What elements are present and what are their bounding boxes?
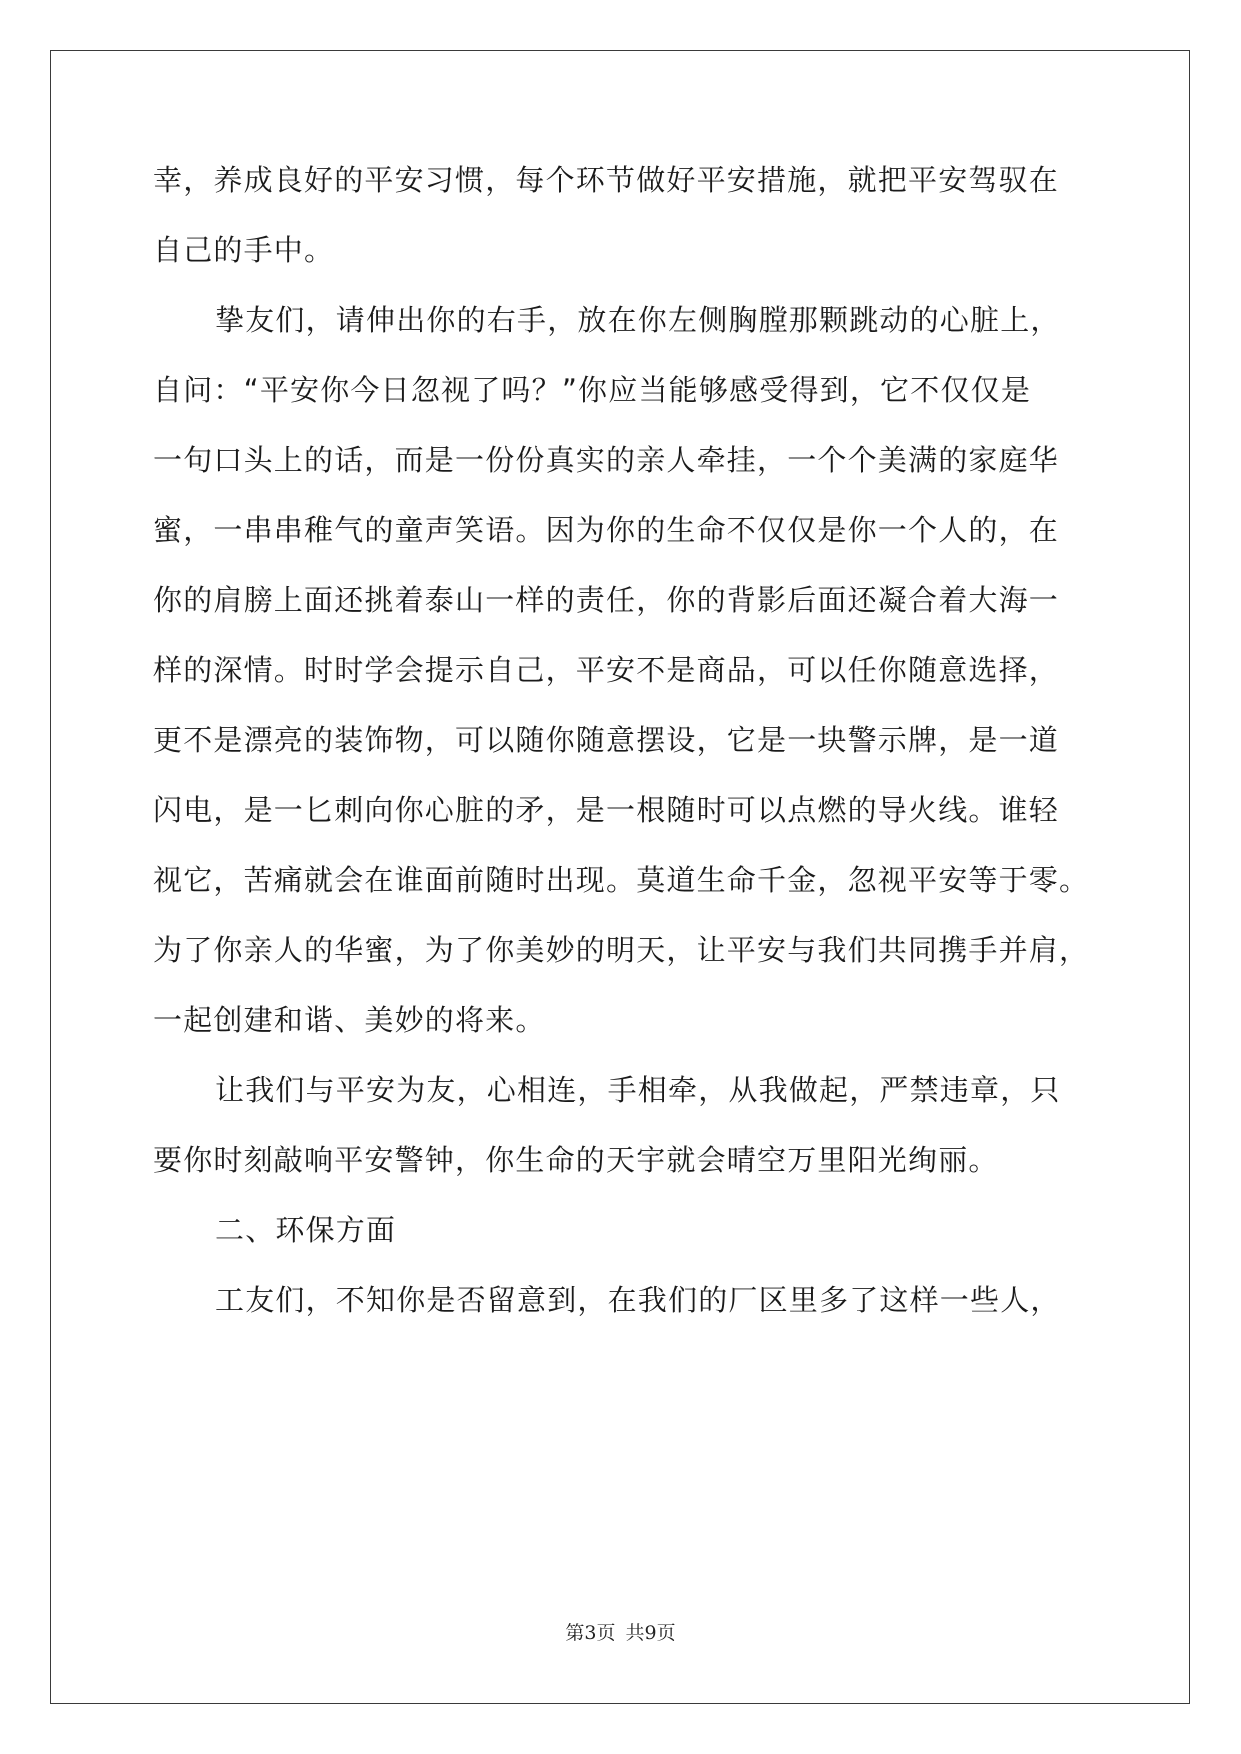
text-line: 你的肩膀上面还挑着泰山一样的责任，你的背影后面还凝合着大海一 <box>153 583 1060 617</box>
text-line: 样的深情。时时学会提示自己，平安不是商品，可以任你随意选择， <box>153 653 1060 687</box>
paragraph-start-line: 挚友们，请伸出你的右手，放在你左侧胸膛那颗跳动的心脏上， <box>215 303 1061 337</box>
text-line: 蜜，一串串稚气的童声笑语。因为你的生命不仅仅是你一个人的，在 <box>153 513 1060 547</box>
page-number: 第3页 <box>565 1622 616 1644</box>
text-line: 一起创建和谐、美妙的将来。 <box>153 1003 546 1037</box>
text-line: 自问：“平安你今日忽视了吗？”你应当能够感受得到，它不仅仅是 <box>153 373 1032 407</box>
page-total: 共9页 <box>625 1622 676 1644</box>
text-line: 要你时刻敲响平安警钟，你生命的天宇就会晴空万里阳光绚丽。 <box>153 1143 999 1177</box>
text-line: 闪电，是一匕刺向你心脏的矛，是一根随时可以点燃的导火线。谁轻 <box>153 793 1060 827</box>
section-heading: 二、环保方面 <box>215 1213 397 1247</box>
text-line: 视它，苦痛就会在谁面前随时出现。莫道生命千金，忽视平安等于零。 <box>153 863 1090 897</box>
text-line: 幸，养成良好的平安习惯，每个环节做好平安措施，就把平安驾驭在 <box>153 163 1060 197</box>
text-line: 一句口头上的话，而是一份份真实的亲人牵挂，一个个美满的家庭华 <box>153 443 1060 477</box>
text-line: 更不是漂亮的装饰物，可以随你随意摆设，它是一块警示牌，是一道 <box>153 723 1060 757</box>
text-line: 自己的手中。 <box>153 233 335 267</box>
paragraph-start-line: 工友们，不知你是否留意到，在我们的厂区里多了这样一些人， <box>215 1283 1061 1317</box>
paragraph-start-line: 让我们与平安为友，心相连，手相牵，从我做起，严禁违章，只 <box>215 1073 1061 1107</box>
page-footer <box>0 1618 1241 1645</box>
text-line: 为了你亲人的华蜜，为了你美妙的明天，让平安与我们共同携手并肩， <box>153 933 1090 967</box>
